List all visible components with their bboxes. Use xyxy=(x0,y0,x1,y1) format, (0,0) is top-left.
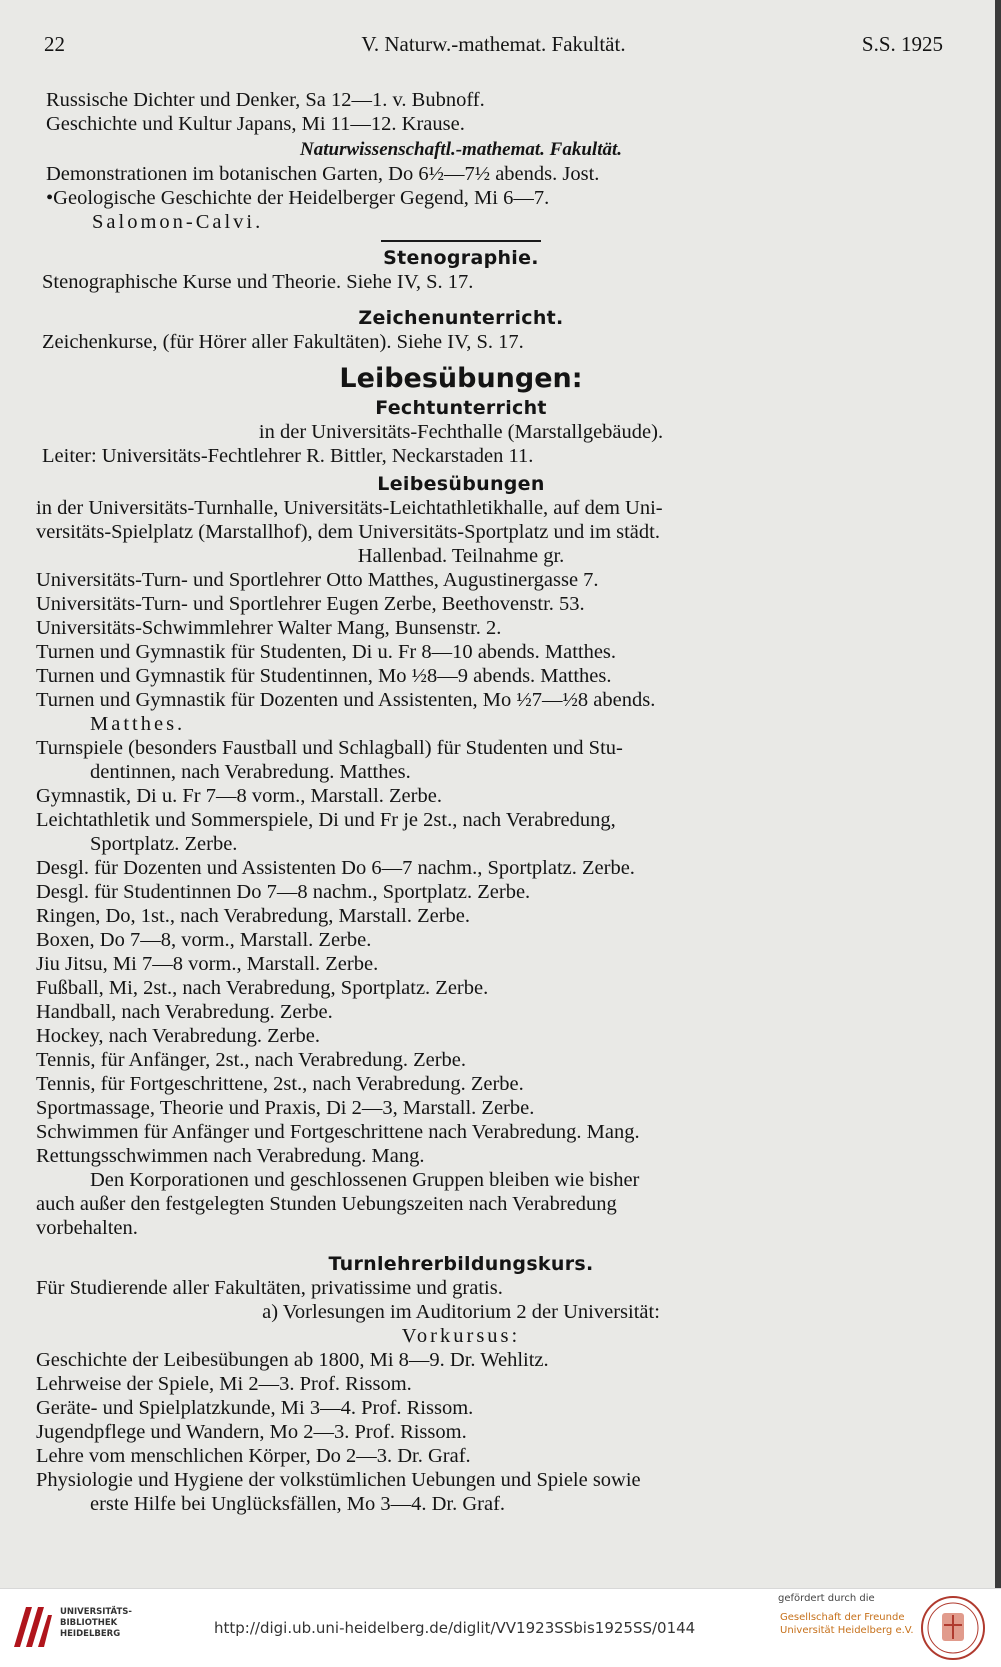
course-line: Tennis, für Fortgeschrittene, 2st., nach Verabredung. Zerbe. xyxy=(36,1073,524,1095)
paragraph-line: vorbehalten. xyxy=(36,1217,138,1239)
text-line: •Geologische Geschichte der Heidelberger Gegend, Mi 6—7. xyxy=(46,187,550,209)
teacher-line: Universitäts-Turn- und Sportlehrer Eugen Zerbe, Beethovenstr. 53. xyxy=(36,593,585,615)
course-line: Gymnastik, Di u. Fr 7—8 vorm., Marstall. Zerbe. xyxy=(36,785,442,807)
course-line: Rettungsschwimmen nach Verabredung. Mang. xyxy=(36,1145,425,1167)
lecture-line: Jugendpflege und Wandern, Mo 2—3. Prof. Rissom. xyxy=(36,1421,467,1443)
text-line: Hallenbad. Teilnahme gr. xyxy=(357,545,565,567)
course-line: Turnen und Gymnastik für Studentinnen, Mo ½8—9 abends. Matthes. xyxy=(36,665,612,687)
course-line: Schwimmen für Anfänger und Fortgeschrittene nach Verabredung. Mang. xyxy=(36,1121,640,1143)
course-line: Ringen, Do, 1st., nach Verabredung, Marstall. Zerbe. xyxy=(36,905,470,927)
lecture-line: erste Hilfe bei Unglücksfällen, Mo 3—4. Dr. Graf. xyxy=(90,1493,506,1515)
page-edge xyxy=(995,0,1001,1588)
page-number: 22 xyxy=(44,32,65,56)
paragraph-line: Den Korporationen und geschlossenen Gruppen bleiben wie bisher xyxy=(90,1169,640,1191)
course-line: Turnspiele (besonders Faustball und Schlagball) für Studenten und Stu- xyxy=(36,737,623,759)
ub-logo-icon xyxy=(10,1603,54,1651)
text-line: in der Universitäts-Fechthalle (Marstallgebäude). xyxy=(258,421,664,443)
text-line: Geschichte und Kultur Japans, Mi 11—12. Krause. xyxy=(46,113,465,135)
text-line: Salomon-Calvi. xyxy=(92,211,264,233)
text-line: a) Vorlesungen im Auditorium 2 der Universität: xyxy=(262,1301,660,1323)
text-line: versitäts-Spielplatz (Marstallhof), dem Universitäts-Sportplatz und im städt. xyxy=(36,521,660,543)
teacher-line: Universitäts-Turn- und Sportlehrer Otto Matthes, Augustinergasse 7. xyxy=(36,569,599,591)
course-line: Jiu Jitsu, Mi 7—8 vorm., Marstall. Zerbe. xyxy=(36,953,379,975)
text-line: Stenographische Kurse und Theorie. Siehe IV, S. 17. xyxy=(42,271,474,293)
semester-label: S.S. 1925 xyxy=(861,32,943,56)
section-heading-leibesuebungen: Leibesübungen: xyxy=(339,363,583,394)
lecture-line: Physiologie und Hygiene der volkstümlichen Uebungen und Spiele sowie xyxy=(36,1469,641,1491)
text-line: Leiter: Universitäts-Fechtlehrer R. Bittler, Neckarstaden 11. xyxy=(42,445,534,467)
lecture-line: Lehrweise der Spiele, Mi 2—3. Prof. Rissom. xyxy=(36,1373,412,1395)
sponsor-label: gefördert durch die xyxy=(778,1593,875,1604)
subheading-fechtunterricht: Fechtunterricht xyxy=(375,397,547,419)
course-line: dentinnen, nach Verabredung. Matthes. xyxy=(90,761,411,783)
vorkursus-label: Vorkursus: xyxy=(401,1325,521,1347)
course-line: Hockey, nach Verabredung. Zerbe. xyxy=(36,1025,321,1047)
section-heading-stenographie: Stenographie. xyxy=(383,247,539,269)
text-line: Demonstrationen im botanischen Garten, Do 6½—7½ abends. Jost. xyxy=(46,163,600,185)
viewer-footer xyxy=(0,1588,1001,1667)
text-line: Für Studierende aller Fakultäten, privatissime und gratis. xyxy=(36,1277,503,1299)
running-title: V. Naturw.-mathemat. Fakultät. xyxy=(361,32,626,56)
course-line: Sportplatz. Zerbe. xyxy=(90,833,238,855)
university-seal-icon xyxy=(920,1595,986,1661)
text-line: Russische Dichter und Denker, Sa 12—1. v. Bubnoff. xyxy=(46,89,485,111)
teacher-line: Universitäts-Schwimmlehrer Walter Mang, Bunsenstr. 2. xyxy=(36,617,502,639)
course-line: Desgl. für Dozenten und Assistenten Do 6—7 nachm., Sportplatz. Zerbe. xyxy=(36,857,635,879)
permalink-url[interactable]: http://digi.ub.uni-heidelberg.de/diglit/VV1923SSbis1925SS/0144 xyxy=(214,1619,696,1637)
paragraph-line: auch außer den festgelegten Stunden Uebungszeiten nach Verabredung xyxy=(36,1193,617,1215)
page-content xyxy=(36,88,886,1516)
divider xyxy=(381,240,541,242)
section-heading-turnlehrer: Turnlehrerbildungskurs. xyxy=(328,1253,594,1275)
course-line: Turnen und Gymnastik für Studenten, Di u. Fr 8—10 abends. Matthes. xyxy=(36,641,617,663)
text-line: in der Universitäts-Turnhalle, Universitäts-Leichtathletikhalle, auf dem Uni- xyxy=(36,497,663,519)
library-name: UNIVERSITÄTS- BIBLIOTHEK HEIDELBERG xyxy=(60,1607,132,1639)
text-line: Zeichenkurse, (für Hörer aller Fakultäten). Siehe IV, S. 17. xyxy=(42,331,524,353)
page-header xyxy=(44,32,943,62)
lecture-line: Geschichte der Leibesübungen ab 1800, Mi 8—9. Dr. Wehlitz. xyxy=(36,1349,549,1371)
lecture-line: Geräte- und Spielplatzkunde, Mi 3—4. Prof. Rissom. xyxy=(36,1397,474,1419)
course-line: Sportmassage, Theorie und Praxis, Di 2—3, Marstall. Zerbe. xyxy=(36,1097,535,1119)
course-line: Tennis, für Anfänger, 2st., nach Verabredung. Zerbe. xyxy=(36,1049,466,1071)
section-heading-zeichen: Zeichenunterricht. xyxy=(358,307,564,329)
course-line: Fußball, Mi, 2st., nach Verabredung, Sportplatz. Zerbe. xyxy=(36,977,489,999)
faculty-heading: Naturwissenschaftl.-mathemat. Fakultät. xyxy=(300,139,622,160)
course-line: Turnen und Gymnastik für Dozenten und Assistenten, Mo ½7—½8 abends. xyxy=(36,689,656,711)
lecture-line: Lehre vom menschlichen Körper, Do 2—3. Dr. Graf. xyxy=(36,1445,471,1467)
subheading-leibesuebungen: Leibesübungen xyxy=(377,473,545,495)
course-line: Desgl. für Studentinnen Do 7—8 nachm., Sportplatz. Zerbe. xyxy=(36,881,531,903)
course-line: Handball, nach Verabredung. Zerbe. xyxy=(36,1001,333,1023)
sponsor-name: Gesellschaft der Freunde Universität Heidelberg e.V. xyxy=(780,1612,914,1636)
course-line: Matthes. xyxy=(90,713,186,735)
course-line: Boxen, Do 7—8, vorm., Marstall. Zerbe. xyxy=(36,929,372,951)
course-line: Leichtathletik und Sommerspiele, Di und Fr je 2st., nach Verabredung, xyxy=(36,809,616,831)
